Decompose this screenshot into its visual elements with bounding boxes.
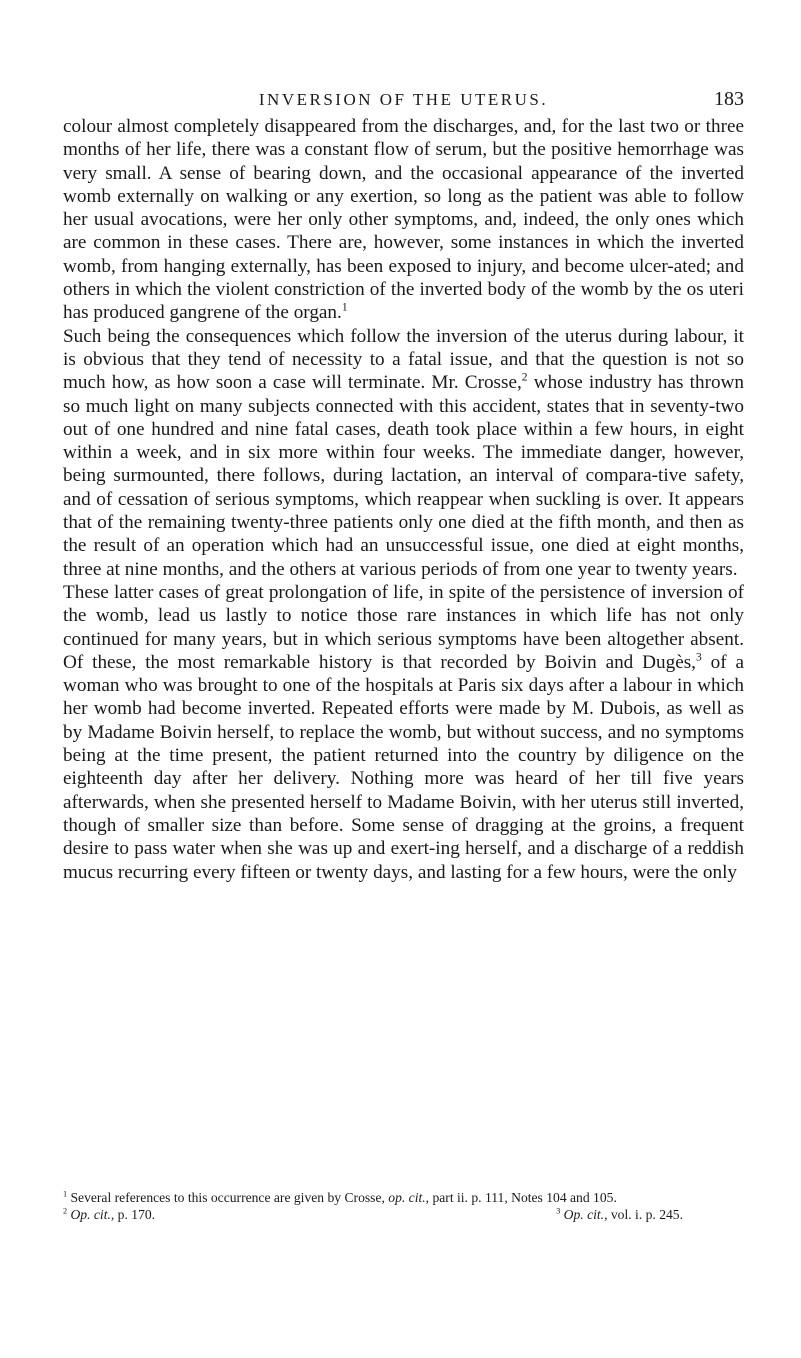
footnote-1 [63,1190,744,1207]
footnote-2-mark: 2 [63,1205,68,1215]
footnote-2-italic: Op. cit. [67,1206,111,1222]
footnote-ref-3: 3 [695,651,702,664]
paragraph-1 [63,115,744,325]
footnote-3 [556,1207,683,1224]
paragraph-2 [63,325,744,581]
page-header [63,88,744,114]
footnote-1-italic: op. cit. [388,1190,426,1205]
footnote-3-italic: Op. cit. [560,1206,605,1222]
paragraph-2-text-a: Such being the consequences which follow the inversion of the uterus during labour, it is obvious that they tend of necessity to a fatal issue, and that the question is not so much how, as how soon a case will terminate. Mr. Crosse, [63,325,744,394]
footnote-row-2-3 [63,1207,744,1224]
paragraph-3-text-b: of a woman who was brought to one of the hospitals at Paris six days after a labour in which her womb had become inverted. Repeated efforts were made by M. Dubois, as well as by Madame Boivin herself, to replace the womb, but without success, and no symptoms being at the time present, the patient returned into the country by diligence on the eighteenth day after her delivery. Nothing more was heard of her till five years afterwards, when she presented herself to Madame Boivin, with her uterus still inverted, though of smaller size than before. Some sense of dragging at the groins, a frequent desire to pass water when she was up and exert-ing herself, and a discharge of a reddish mucus recurring every fifteen or twenty days, and lasting for a few hours, were the only [63,651,745,883]
footnote-2-text: , p. 170. [110,1206,156,1222]
footnote-1-text-a: Several references to this occurrence are given by Crosse, [67,1190,389,1205]
footnote-1-mark: 1 [63,1189,68,1199]
paragraph-2-text-b: whose industry has thrown so much light on many subjects connected with this accident, states that in seventy-two out of one hundred and nine fatal cases, death took place within a few hours, in eight within a week, and in six more within four weeks. The immediate danger, however, being surmounted, there follows, during lactation, an interval of compara-tive safety, and of cessation of serious symptoms, which reappear when suckling is over. It appears that of the remaining twenty-three patients only one died at the fifth month, and then as the result of an operation which had an unsuccessful issue, one died at eight months, three at nine months, and the others at various periods of from one year to twenty years. [63,372,744,580]
running-title: INVERSION OF THE UTERUS. [258,90,549,109]
paragraph-3-text-a: These latter cases of great prolongation of life, in spite of the persistence of inversion of the womb, lead us lastly to notice those rare instances in which life has not only continued for many years, but in which serious symptoms have been altogether absent. Of these, the most remarkable history is that recorded by Boivin and Dugès, [63,581,744,673]
footnote-3-mark: 3 [556,1205,561,1215]
page-number: 183 [714,88,744,110]
paragraph-3 [63,581,744,884]
footnote-3-text: , vol. i. p. 245. [604,1206,683,1222]
footnote-ref-1: 1 [341,301,348,314]
footnote-ref-2: 2 [521,371,528,384]
footnotes [63,1190,744,1223]
footnote-1-text-b: , part ii. p. 111, Notes 104 and 105. [425,1190,617,1205]
footnote-2 [63,1207,155,1224]
paragraph-1-text: colour almost completely disappeared from the discharges, and, for the last two or three months of her life, there was a constant flow of serum, but the positive hemorrhage was very small. A sense of bearing down, and the occasional appearance of the inverted womb externally on walking or any exertion, so long as the patient was able to follow her usual avocations, were her only other symptoms, and, indeed, the only ones which are common in these cases. There are, however, some instances in which the inverted womb, from hanging externally, has been exposed to injury, and become ulcer-ated; and others in which the violent constriction of the inverted body of the womb by the os uteri has produced gangrene of the organ. [63,116,744,324]
body-text [63,115,744,884]
